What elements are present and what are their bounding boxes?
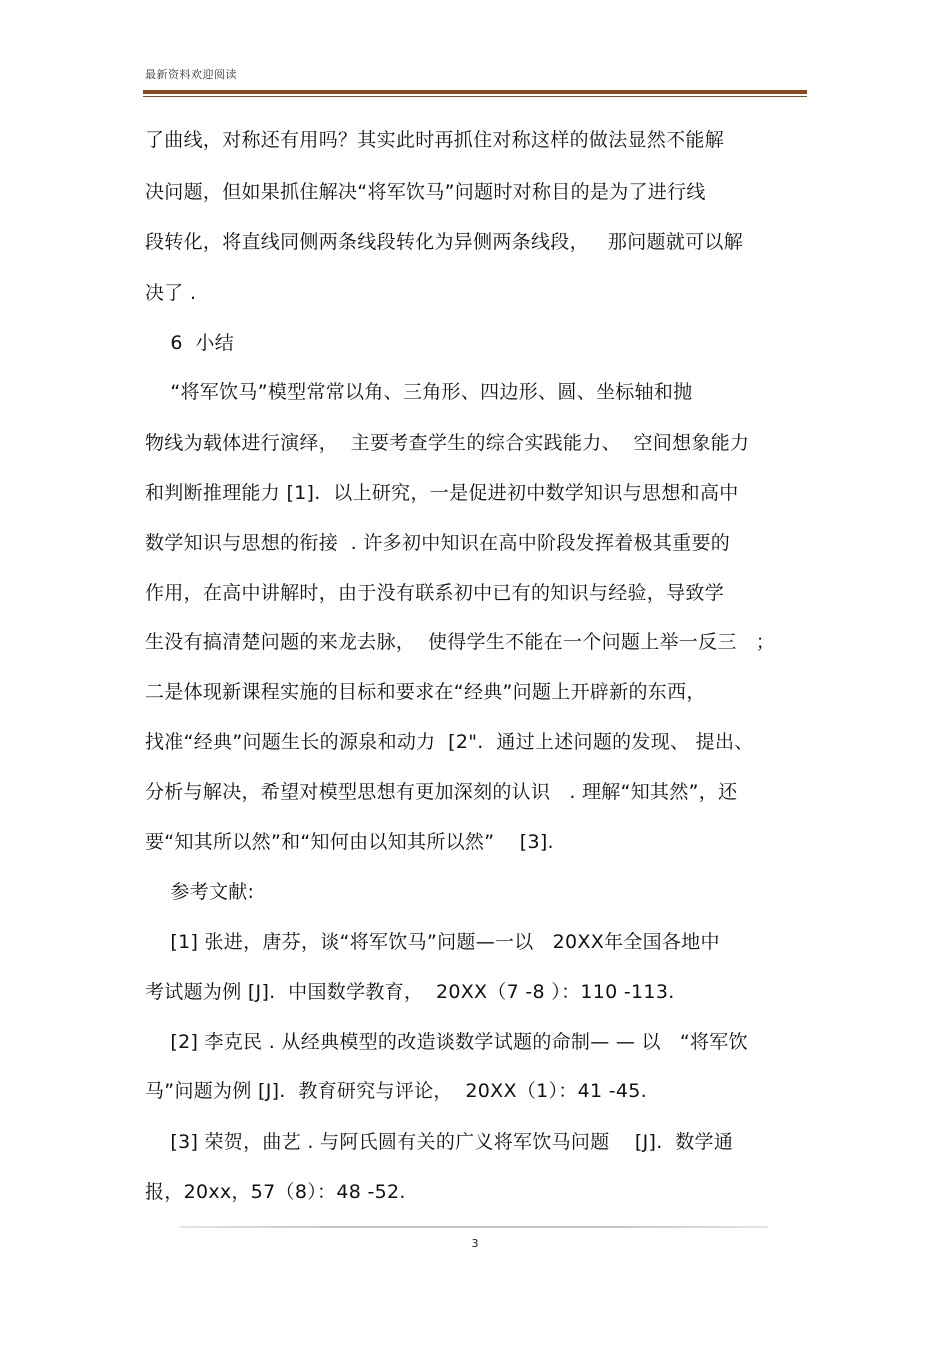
reference-line: 报，20xx，57（8）：48 -52.	[145, 1181, 406, 1203]
section-heading: 6 小结	[145, 332, 235, 354]
body-line: 决问题，但如果抓住解决“将军饮马”问题时对称目的是为了进行线	[145, 181, 706, 203]
body-line: 段转化，将直线同侧两条线段转化为异侧两条线段， 那问题就可以解	[145, 231, 744, 253]
body-line: 生没有搞清楚问题的来龙去脉， 使得学生不能在一个问题上举一反三 ；	[145, 631, 775, 653]
footer-rule	[180, 1226, 768, 1228]
header-rule	[143, 90, 807, 94]
header-rule-thin	[143, 96, 807, 97]
body-line: 二是体现新课程实施的目标和要求在“经典”问题上开辟新的东西，	[145, 681, 706, 703]
page-number: 3	[471, 1237, 479, 1250]
body-line: 决了 .	[145, 282, 197, 304]
reference-line: 马”问题为例 [J]. 教育研究与评论， 20XX（1）：41 -45.	[145, 1080, 647, 1102]
reference-line: [1] 张进，唐芬，谈“将军饮马”问题—一以 20XX年全国各地中	[145, 931, 720, 953]
body-line: 要“知其所以然”和“知何由以知其所以然” [3].	[145, 831, 554, 853]
references-heading: 参考文献:	[145, 881, 255, 903]
body-line: 作用，在高中讲解时，由于没有联系初中已有的知识与经验，导致学	[145, 582, 725, 604]
body-line: 了曲线，对称还有用吗？其实此时再抓住对称这样的做法显然不能解	[145, 129, 725, 151]
reference-line: 考试题为例 [J]. 中国数学教育， 20XX（7 -8 ）：110 -113.	[145, 981, 675, 1003]
reference-line: [2] 李克民 . 从经典模型的改造谈数学试题的命制— — 以 “将军饮	[145, 1031, 748, 1053]
reference-line: [3] 荣贺，曲艺 . 与阿氏圆有关的广义将军饮马问题 [J]. 数学通	[145, 1131, 734, 1153]
body-line: 和判断推理能力 [1]. 以上研究，一是促进初中数学知识与思想和高中	[145, 482, 739, 504]
body-line: 数学知识与思想的衔接 . 许多初中知识在高中阶段发挥着极其重要的	[145, 532, 731, 554]
body-line: 物线为载体进行演绎， 主要考查学生的综合实践能力、 空间想象能力	[145, 432, 750, 454]
body-line: 分析与解决，希望对模型思想有更加深刻的认识 . 理解“知其然”，还	[145, 781, 738, 803]
body-line: “将军饮马”模型常常以角、三角形、四边形、圆、坐标轴和抛	[145, 381, 693, 403]
body-line: 找准“经典”问题生长的源泉和动力 [2". 通过上述问题的发现、 提出、	[145, 731, 754, 753]
page-header-text: 最新资料欢迎阅读	[145, 68, 237, 81]
